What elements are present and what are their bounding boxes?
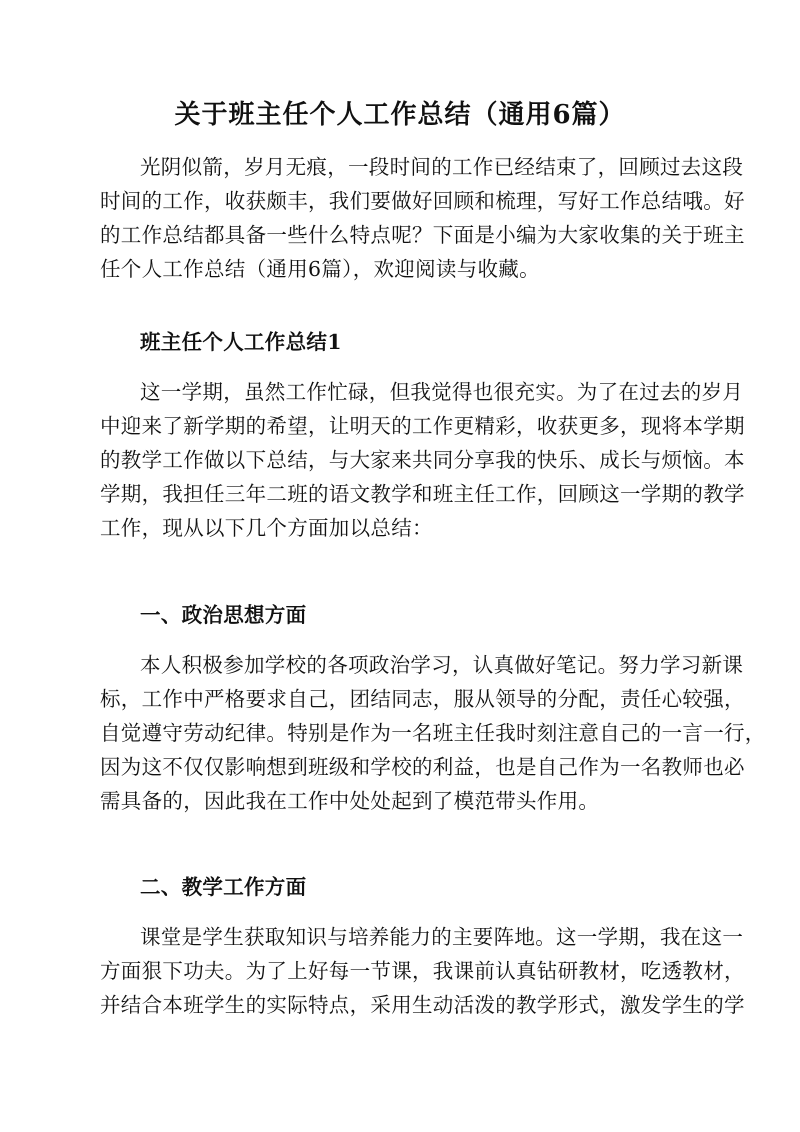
paragraph-line: 的工作总结都具备一些什么特点呢？下面是小编为大家收集的关于班主 [100,223,745,247]
paragraph-line: 学期，我担任三年二班的语文教学和班主任工作，回顾这一学期的教学 [100,482,745,506]
paragraph-line: 标，工作中严格要求自己，团结同志，服从领导的分配，责任心较强， [100,687,745,711]
section-heading-politics: 一、政治思想方面 [140,603,307,627]
paragraph-line: 并结合本班学生的实际特点，采用生动活泼的教学形式，激发学生的学 [100,993,745,1017]
paragraph-line: 本人积极参加学校的各项政治学习，认真做好笔记。努力学习新课 [140,653,744,677]
paragraph-line: 自觉遵守劳动纪律。特别是作为一名班主任我时刻注意自己的一言一行， [100,721,766,745]
section-heading-1: 班主任个人工作总结1 [140,330,342,354]
teaching-paragraph [100,920,745,1022]
paragraph-line: 光阴似箭，岁月无痕，一段时间的工作已经结束了，回顾过去这段 [140,155,744,179]
section-heading-teaching: 二、教学工作方面 [140,875,307,899]
paragraph-line: 任个人工作总结（通用6篇），欢迎阅读与收藏。 [100,257,540,281]
paragraph-line: 因为这不仅仅影响想到班级和学校的利益，也是自己作为一名教师也必 [100,755,745,779]
paragraph-line: 课堂是学生获取知识与培养能力的主要阵地。这一学期，我在这一 [140,925,744,949]
intro-paragraph [100,150,745,286]
paragraph-line: 需具备的，因此我在工作中处处起到了模范带头作用。 [100,789,600,813]
paragraph-line: 时间的工作，收获颇丰，我们要做好回顾和梳理，写好工作总结哦。好 [100,189,745,213]
politics-paragraph [100,648,766,818]
document-title: 关于班主任个人工作总结（通用6篇） [174,100,626,130]
paragraph-line: 的教学工作做以下总结，与大家来共同分享我的快乐、成长与烦恼。本 [100,448,745,472]
paragraph-line: 工作，现从以下几个方面加以总结： [100,516,433,540]
section1-paragraph [100,375,745,545]
paragraph-line: 方面狠下功夫。为了上好每一节课，我课前认真钻研教材，吃透教材， [100,959,745,983]
paragraph-line: 这一学期，虽然工作忙碌，但我觉得也很充实。为了在过去的岁月 [140,380,744,404]
paragraph-line: 中迎来了新学期的希望，让明天的工作更精彩，收获更多，现将本学期 [100,414,745,438]
